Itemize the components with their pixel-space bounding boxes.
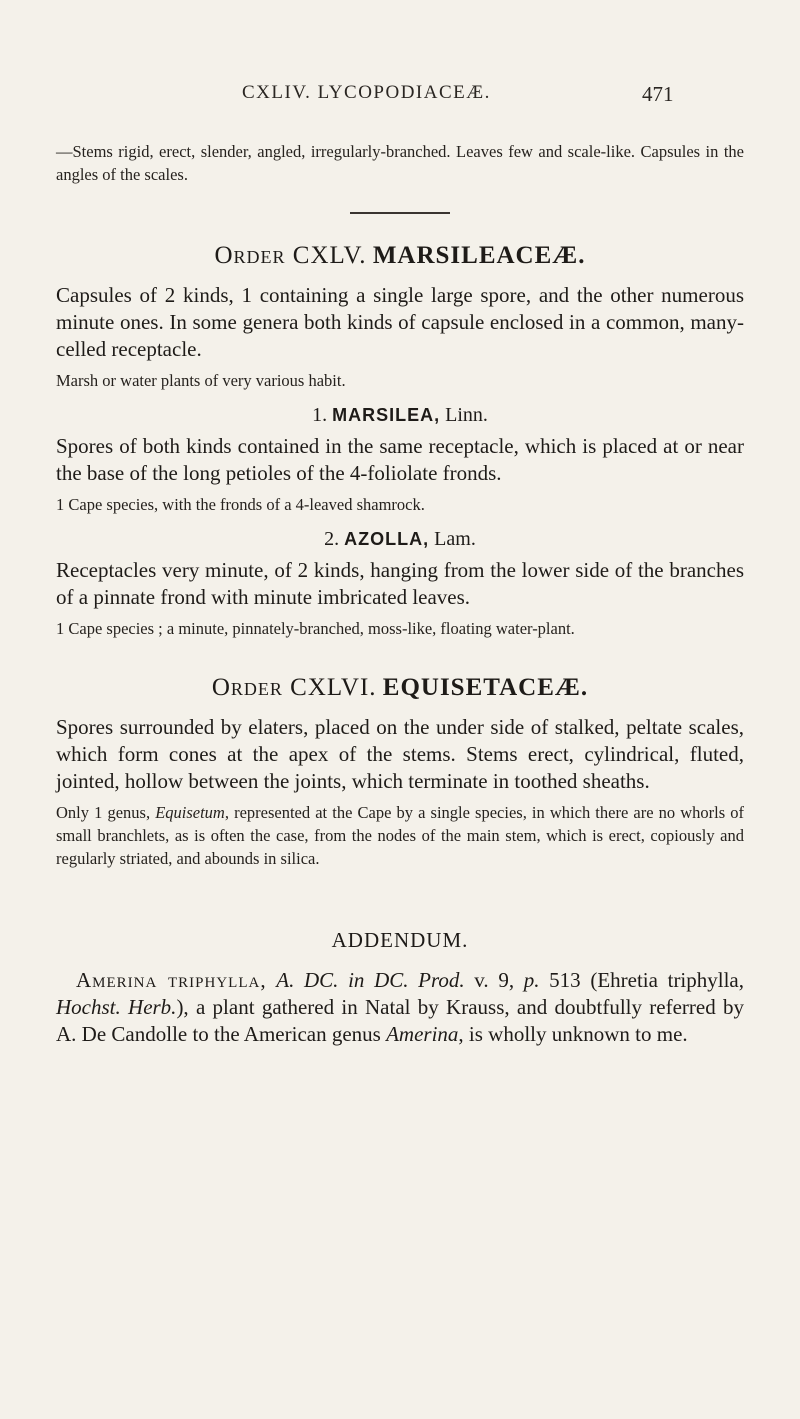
page-number: 471	[642, 82, 674, 106]
order-heading	[56, 674, 744, 702]
genus-note: 1 Cape species ; a minute, pinnately-branched, moss-like, floating water-plant.	[56, 619, 575, 638]
genus-description: Spores of both kinds contained in the same receptacle, which is placed at or near the base of the long petioles of the 4-foliolate fronds.	[56, 434, 744, 485]
genus-authority: Lam.	[434, 528, 476, 550]
order-name: MARSILEACEÆ.	[372, 242, 586, 269]
genus-name: MARSILEA,	[332, 405, 441, 425]
order-description: Capsules of 2 kinds, 1 containing a single large spore, and the other numerous minute ones. In some genera both kinds of capsule enclosed in a common, many-celled receptacle.	[56, 283, 744, 361]
intro-paragraph: —Stems rigid, erect, slender, angled, irregularly-branched. Leaves few and scale-like. Capsules in the angles of the scales.	[56, 142, 744, 184]
page-content	[56, 140, 744, 1048]
order-label: Order CXLVI.	[211, 674, 377, 701]
genus-name: AZOLLA,	[344, 529, 430, 549]
genus-heading	[56, 404, 744, 427]
order-cxlv-section	[56, 242, 744, 640]
page-header	[0, 82, 800, 112]
order-note: Only 1 genus, Equisetum, represented at the Cape by a single species, in which there are no whorls of small branchlets, as is often the case, from the nodes of the main stem, which is erect, copiously and regularly striated, and abounds in silica.	[56, 803, 744, 868]
genus-note: 1 Cape species, with the fronds of a 4-leaved shamrock.	[56, 495, 425, 514]
order-label: Order CXLV.	[214, 242, 367, 269]
order-note: Marsh or water plants of very various habit.	[56, 371, 346, 390]
genus-italic: Equisetum	[155, 803, 225, 822]
genus-number: 1.	[312, 404, 328, 426]
order-cxlvi-section	[56, 674, 744, 870]
addendum-section	[56, 928, 744, 1048]
genus-italic: Amerina	[386, 1022, 459, 1046]
running-head: CXLIV. LYCOPODIACEÆ.	[242, 82, 491, 103]
genus-number: 2.	[324, 528, 340, 550]
order-name: EQUISETACEÆ.	[382, 674, 589, 701]
addendum-text: Amerina triphylla, A. DC. in DC. Prod. v. 9, p. 513 (Ehretia triphylla, Hochst. Herb.), a plant gathered in Natal by Krauss, and doubtfully referred by A. De Candolle to the American genus Amerina, is wholly unknown to me.	[56, 968, 745, 1046]
order-heading	[56, 242, 744, 270]
order-description: Spores surrounded by elaters, placed on the under side of stalked, peltate scales, which form cones at the apex of the stems. Stems erect, cylindrical, fluted, jointed, hollow between the joints, which terminate in toothed sheaths.	[56, 715, 744, 793]
section-divider	[350, 212, 450, 214]
authority-citation: A. DC. in DC. Prod.	[276, 968, 465, 992]
genus-authority: Linn.	[445, 404, 488, 426]
species-name: Amerina triphylla,	[76, 968, 267, 992]
genus-description: Receptacles very minute, of 2 kinds, hanging from the lower side of the branches of a pinnate frond with minute imbricated leaves.	[56, 558, 744, 609]
addendum-title: ADDENDUM.	[331, 928, 469, 952]
herbarium-citation: Hochst. Herb.	[56, 995, 177, 1019]
genus-heading	[56, 528, 744, 551]
